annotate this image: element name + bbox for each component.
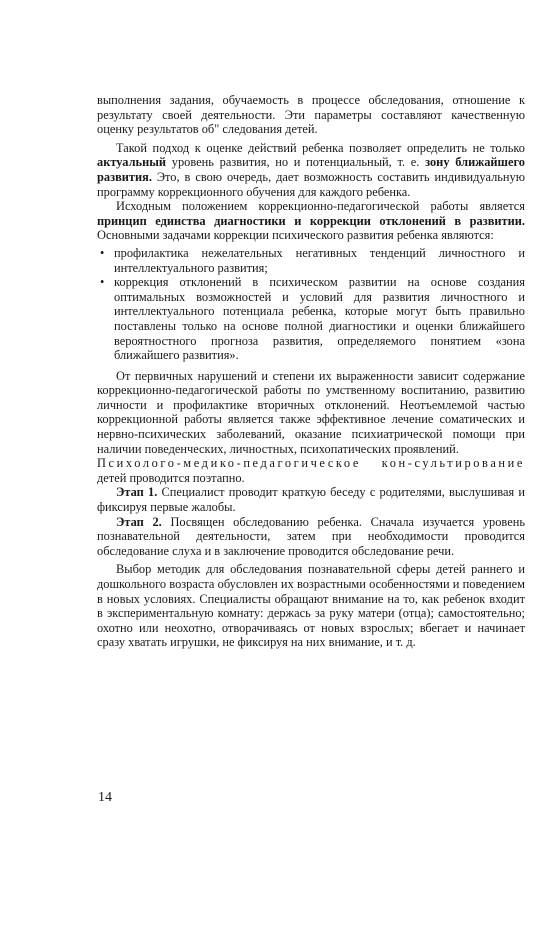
paragraph-3-text-a: Исходным положением коррекционно-педагогической работы является bbox=[116, 199, 525, 214]
page-body bbox=[97, 93, 525, 650]
paragraph-2-bold-zone: зону ближайшего развития. bbox=[97, 155, 525, 184]
tasks-list bbox=[97, 246, 525, 363]
paragraph-4: От первичных нарушений и степени их выраженности зависит содержание коррекционно-педагогической работы по умственному воспитанию, развитию личности и профилактике вторичных отклонений. Неотъемлемой частью коррекционной работы является также эффективное лечение соматических и нервно-психических заболеваний, оказание психиатрической помощи при наличии поведенческих, личностных, психопатических проявлений. bbox=[97, 368, 525, 456]
paragraph-3 bbox=[97, 199, 525, 243]
paragraph-2-text-e: Это, в свою очередь, дает возможность составить индивидуальную программу коррекционного обучения для каждого ребенка. bbox=[97, 169, 525, 199]
stage-2-text: Посвящен обследованию ребенка. Сначала изучается уровень познавательной деятельности, затем при необходимости проводится обследование слуха и в заключение проводится обследование речи. bbox=[97, 514, 525, 558]
paragraph-5-text-b: детей проводится поэтапно. bbox=[97, 470, 245, 485]
paragraph-5-spaced-term: Психолого-медико-педагогическое кон-сультирование bbox=[97, 456, 525, 471]
paragraph-2-bold-actual: актуальный bbox=[97, 155, 167, 170]
paragraph-3-bold-principle: принцип единства диагностики и коррекции отклонений в развитии. bbox=[97, 213, 525, 228]
list-item: • профилактика нежелательных негативных тенденций личностного и интеллектуального развития; bbox=[97, 246, 525, 275]
paragraph-stage-2 bbox=[97, 515, 525, 559]
paragraph-2-text-a: Такой подход к оценке действий ребенка позволяет определить не только bbox=[116, 140, 525, 155]
paragraph-8: Выбор методик для обследования познавательной сферы детей раннего и дошкольного возраста обусловлен их возрастными особенностями и поведением в новых условиях. Специалисты обращают внимание на то, как ребенок входит в экспериментальную комнату: держась за руку матери (отца); самостоятельно; охотно или неохотно, отворачиваясь от новых взрослых; вбегает и начинает сразу хватать игрушки, не фиксируя на них внимание, и т. д. bbox=[97, 562, 525, 650]
paragraph-2 bbox=[97, 141, 525, 199]
paragraph-5 bbox=[97, 456, 525, 485]
stage-1-label: Этап 1. bbox=[116, 485, 158, 500]
paragraph-1: выполнения задания, обучаемость в процессе обследования, отношение к результату своей деятельности. Эти параметры составляют качественную оценку результатов об" следования детей. bbox=[97, 93, 525, 137]
paragraph-stage-1 bbox=[97, 485, 525, 514]
paragraph-3-text-c: Основными задачами коррекции психического развития ребенка являются: bbox=[97, 228, 494, 243]
list-item: • коррекция отклонений в психическом развитии на основе создания оптимальных возможностей и условий для развития личностного и интеллектуального потенциала ребенка, которые могут быть правильно поставлены только на основе полной диагностики и оценки ближайшего вероятностного прогноза развития, определяемого понятием «зона ближайшего развития». bbox=[97, 275, 525, 363]
stage-1-text: Специалист проводит краткую беседу с родителями, выслушивая и фиксируя первые жалобы. bbox=[97, 485, 525, 515]
page-number: 14 bbox=[98, 790, 112, 805]
stage-2-label: Этап 2. bbox=[116, 514, 162, 529]
paragraph-2-text-c: уровень развития, но и потенциальный, т. е. bbox=[166, 155, 426, 170]
